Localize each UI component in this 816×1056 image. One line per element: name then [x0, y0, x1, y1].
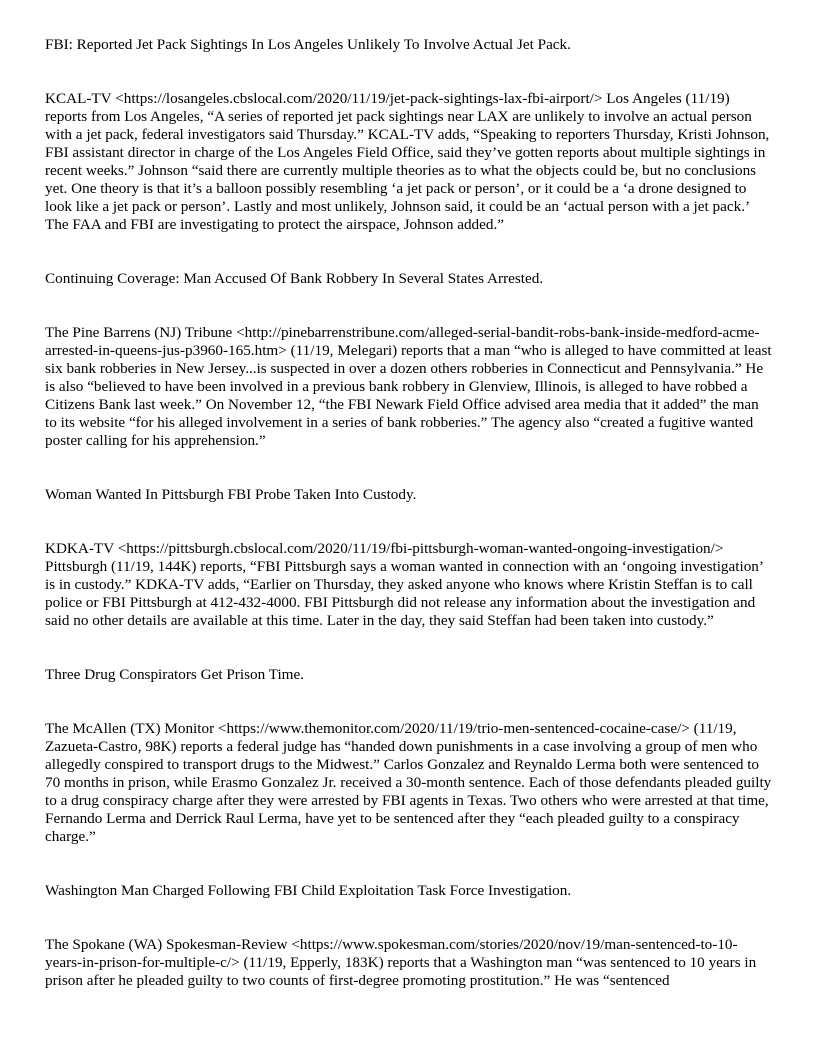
article-headline: Woman Wanted In Pittsburgh FBI Probe Taken Into Custody.: [45, 486, 417, 503]
document-page: [45, 36, 773, 990]
article-body: The Spokane (WA) Spokesman-Review <https://www.spokesman.com/stories/2020/nov/19/man-sentenced-to-10-years-in-prison-for-multiple-c/> (11/19, Epperly, 183K) reports that a Washington man “was sentenced to 10 years in prison after he pleaded guilty to two counts of first-degree promoting prostitution.” He was “sentenced: [45, 936, 757, 989]
article-headline: Three Drug Conspirators Get Prison Time.: [45, 666, 305, 683]
article-body: The Pine Barrens (NJ) Tribune <http://pinebarrenstribune.com/alleged-serial-bandit-robs-bank-inside-medford-acme-arrested-in-queens-jus-p3960-165.htm> (11/19, Melegari) reports that a man “who is alleged to have committed at least six bank robberies in New Jersey...is suspected in over a dozen others robberies in Connecticut and Pennsylvania.” He is also “believed to have been involved in a previous bank robbery in Glenview, Illinois, is alleged to have robbed a Citizens Bank last week.” On November 12, “the FBI Newark Field Office advised area media that it added” the man to its website “for his alleged involvement in a series of bank robberies.” The agency also “created a fugitive wanted poster calling for his apprehension.”: [45, 324, 772, 449]
article-headline: FBI: Reported Jet Pack Sightings In Los Angeles Unlikely To Involve Actual Jet Pack.: [45, 36, 571, 53]
article-headline: Continuing Coverage: Man Accused Of Bank Robbery In Several States Arrested.: [45, 270, 544, 287]
article-body: KCAL-TV <https://losangeles.cbslocal.com/2020/11/19/jet-pack-sightings-lax-fbi-airport/> Los Angeles (11/19) reports from Los Angeles, “A series of reported jet pack sightings near LAX are unlikely to involve an actual person with a jet pack, federal investigators said Thursday.” KCAL-TV adds, “Speaking to reporters Thursday, Kristi Johnson, FBI assistant director in charge of the Los Angeles Field Office, said they’ve gotten reports about multiple sightings in recent weeks.” Johnson “said there are currently multiple theories as to what the objects could be, but no conclusions yet. One theory is that it’s a balloon possibly resembling ‘a jet pack or person’, or it could be a ‘a drone designed to look like a jet pack or person’. Lastly and most unlikely, Johnson said, it could be an ‘actual person with a jet pack.’ The FAA and FBI are investigating to protect the airspace, Johnson added.”: [45, 90, 770, 233]
article-body: KDKA-TV <https://pittsburgh.cbslocal.com/2020/11/19/fbi-pittsburgh-woman-wanted-ongoing-investigation/> Pittsburgh (11/19, 144K) reports, “FBI Pittsburgh says a woman wanted in connection with an ‘ongoing investigation’ is in custody.” KDKA-TV adds, “Earlier on Thursday, they asked anyone who knows where Kristin Steffan is to call police or FBI Pittsburgh at 412-432-4000. FBI Pittsburgh did not release any information about the investigation and said no other details are available at this time. Later in the day, they said Steffan had been taken into custody.”: [45, 540, 763, 629]
article-headline: Washington Man Charged Following FBI Child Exploitation Task Force Investigation.: [45, 882, 572, 899]
article-body: The McAllen (TX) Monitor <https://www.themonitor.com/2020/11/19/trio-men-sentenced-cocaine-case/> (11/19, Zazueta-Castro, 98K) reports a federal judge has “handed down punishments in a case involving a group of men who allegedly conspired to transport drugs to the Midwest.” Carlos Gonzalez and Reynaldo Lerma both were sentenced to 70 months in prison, while Erasmo Gonzalez Jr. received a 30-month sentence. Each of those defendants pleaded guilty to a drug conspiracy charge after they were arrested by FBI agents in Texas. Two others who were arrested at that time, Fernando Lerma and Derrick Raul Lerma, have yet to be sentenced after they “each pleaded guilty to a conspiracy charge.”: [45, 720, 772, 845]
